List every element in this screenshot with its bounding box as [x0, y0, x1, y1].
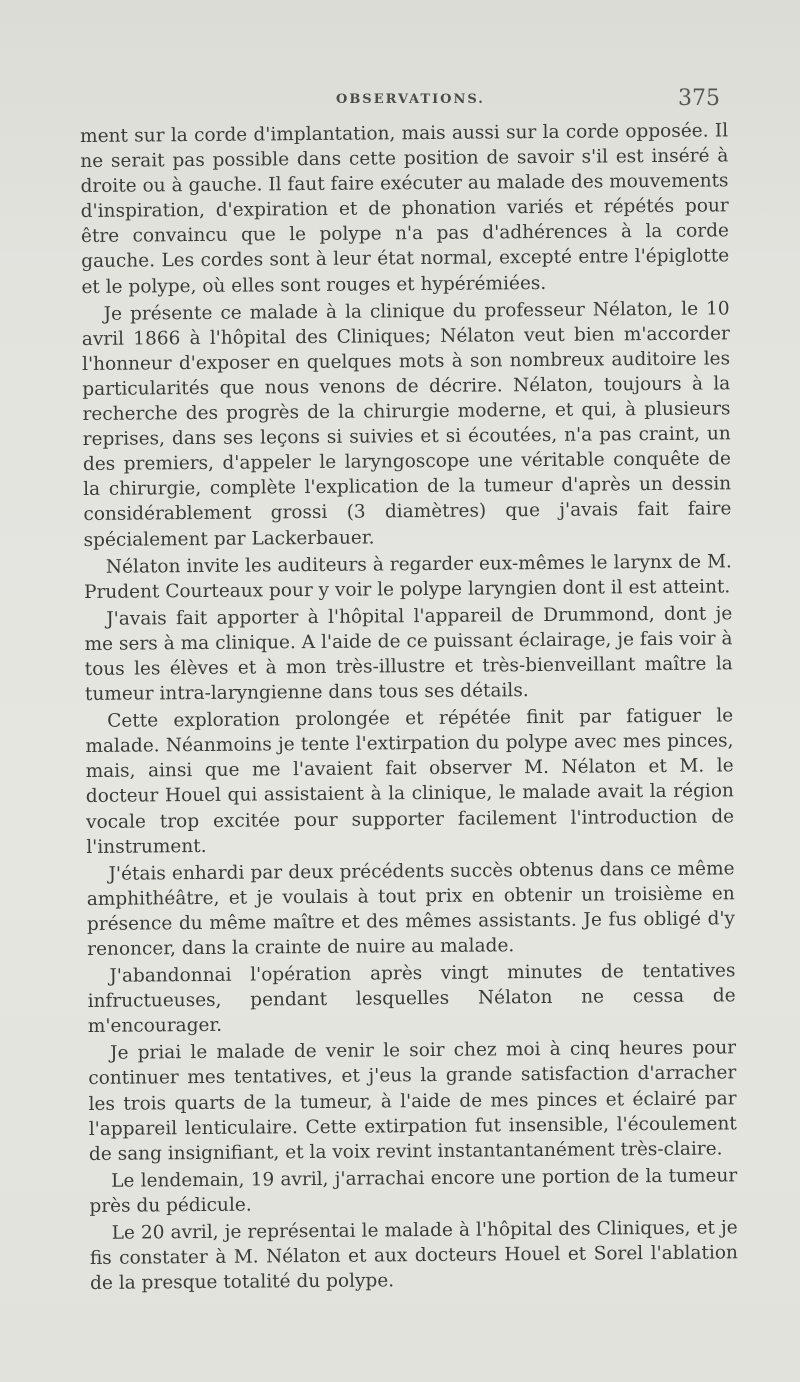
paragraph: Nélaton invite les auditeurs à regarder eux-mêmes le larynx de M. Prudent Courteaux pour y voir le polype laryngien dont il est atteint. [83, 550, 732, 603]
running-title: OBSERVATIONS. [336, 92, 485, 107]
paragraph: J'abandonnai l'opération après vingt minutes de tentatives infructueuses, pendant lesquelles Nélaton ne cessa de m'encourager. [87, 960, 736, 1038]
paragraph: Cette exploration prolongée et répétée finit par fatiguer le malade. Néanmoins je tente l'extirpation du polype avec mes pinces, mais, ainsi que me l'avaient fait observer M. Nélaton et M. le docteur Houel qui assistaient à la clinique, le malade avait la région vocale trop excitée pour supporter facilement l'introduction de l'instrument. [85, 705, 735, 858]
page-number: 375 [678, 86, 720, 111]
paragraph: Le 20 avril, je représentai le malade à l'hôpital des Cliniques, et je fis constater à M. Nélaton et aux docteurs Houel et Sorel l'ablation de la presque totalité du polype. [89, 1217, 738, 1295]
paragraph: ment sur la corde d'implantation, mais aussi sur la corde opposée. Il ne serait pas possible dans cette position de savoir s'il est inséré à droite ou à gauche. Il faut faire exécuter au malade des mouvements d'inspiration, d'expiration et de phonation variés et répétés pour être convaincu que le polype n'a pas d'adhérences à la corde gauche. Les cordes sont à leur état normal, excepté entre l'épiglotte et le polype, où elles sont rouges et hypérémiées. [80, 120, 730, 298]
paragraph: J'étais enhardi par deux précédents succès obtenus dans ce même amphithéâtre, et je voulais à tout prix en obtenir un troisième en présence du même maître et des mêmes assistants. Je fus obligé d'y renoncer, dans la crainte de nuire au malade. [86, 858, 736, 960]
paragraph: Le lendemain, 19 avril, j'arrachai encore une portion de la tumeur près du pédicule. [89, 1165, 738, 1217]
paragraph: J'avais fait apporter à l'hôpital l'appareil de Drummond, dont je me sers à ma clinique. A l'aide de ce puissant éclairage, je fais voir à tous les élèves et à mon très-illustre et très-bienveillant maître la tumeur intra-laryngienne dans tous ses détails. [84, 603, 733, 706]
paragraph: Je présente ce malade à la clinique du professeur Nélaton, le 10 avril 1866 à l'hôpital des Cliniques; Nélaton veut bien m'accorder l'honneur d'exposer en quelques mots à son nombreux auditoire les particularités que nous venons de décrire. Nélaton, toujours à la recherche des progrès de la chirurgie moderne, et qui, à plusieurs reprises, dans ses leçons si suivies et si écoutées, n'a pas craint, un des premiers, d'appeler le laryngoscope une véritable conquête de la chirurgie, complète l'explication de la tumeur d'après un dessin considérablement grossi (3 diamètres) que j'avais fait faire spécialement par Lackerbauer. [81, 297, 732, 551]
page-header [0, 82, 800, 122]
body-text [80, 118, 738, 1296]
paragraph: Je priai le malade de venir le soir chez moi à cinq heures pour continuer mes tentatives, et j'eus la grande satisfaction d'arracher les trois quarts de la tumeur, à l'aide de mes pinces et éclairé par l'appareil lenticulaire. Cette extirpation fut insensible, l'écoulement de sang insignifiant, et la voix revint instantantanément très-claire. [88, 1037, 737, 1165]
